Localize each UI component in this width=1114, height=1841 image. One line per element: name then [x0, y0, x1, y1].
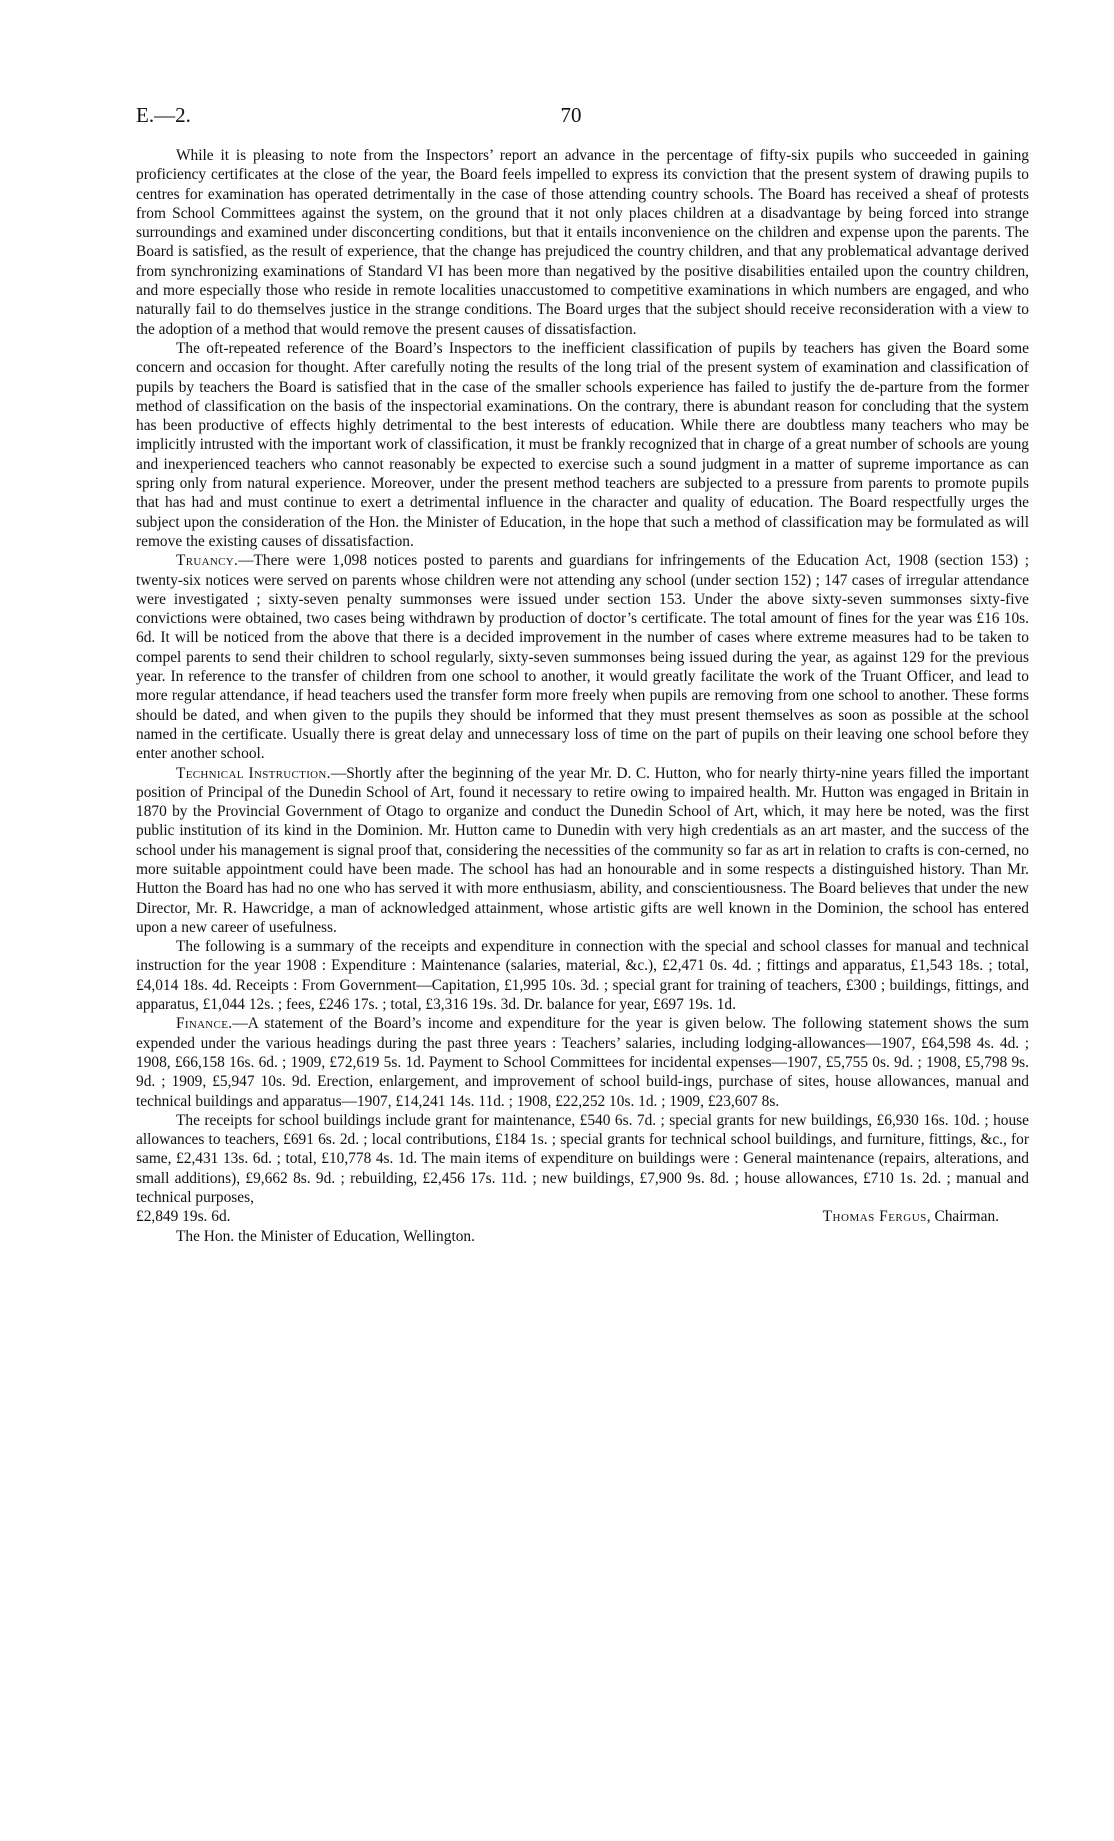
body-text [136, 146, 1029, 1246]
page-header [136, 103, 1006, 133]
paragraph-classification [136, 339, 1029, 551]
final-amount: £2,849 19s. 6d. [136, 1208, 231, 1226]
paragraph-text: The oft-repeated reference of the Board’s Inspectors to the inefficient classification of pupils by teachers has given the Board some concern and occasion for thought. After carefully noting the results of the long trial of the present system of examination and classification of pupils by teachers the Board is satisfied that in the case of the smaller schools experience has failed to justify the de-parture from the former method of classification on the basis of the inspectorial examinations. On the contrary, there is abundant reason for concluding that the system has been productive of effects highly detrimental to the best interests of education. While there are doubtless many teachers who may be implicitly intrusted with the important work of classification, it must be frankly recognized that in charge of a great number of schools are young and inexperienced teachers who cannot reasonably be expected to exercise such a sound judgment in a matter of supreme importance as can spring only from natural experience. Moreover, under the present method teachers are subjected to a pressure from parents to promote pupils that has had and must continue to exert a detrimental influence in the character and quality of education. The Board respectfully urges the subject upon the consideration of the Hon. the Minister of Education, in the hope that such a method of classification may be formulated as will remove the existing causes of dissatisfaction. [136, 339, 1029, 550]
signature [823, 1207, 999, 1226]
paragraph-technical-instruction [136, 764, 1029, 938]
paragraph-building-receipts [136, 1111, 1029, 1207]
paragraph-text: The receipts for school buildings include grant for maintenance, £540 6s. 7d. ; special grants for new buildings, £6,930 16s. 10d. ; house allowances to teachers, £691 6s. 2d. ; local contributions, £184 1s. ; special grants for technical school buildings, and furniture, fittings, &c., for same, £2,431 13s. 6d. ; total, £10,778 4s. 1d. The main items of expenditure on buildings were : General maintenance (repairs, alterations, and small additions), £9,662 8s. 9d. ; rebuilding, £2,456 17s. 11d. ; new buildings, £7,900 9s. 8d. ; house allowances, £710 1s. 2d. ; manual and technical purposes, [136, 1111, 1029, 1207]
paragraph-text: —A statement of the Board’s income and expenditure for the year is given below. The following statement shows the sum expended under the various headings during the past three years : Teachers’ salaries, including lodging-allowances—1907, £64,598 4s. 4d. ; 1908, £66,158 16s. 6d. ; 1909, £72,619 5s. 1d. Payment to School Committees for incidental expenses—1907, £5,755 0s. 9d. ; 1908, £5,798 9s. 9d. ; 1909, £5,947 10s. 9d. Erection, enlargement, and improvement of school build-ings, purchase of sites, house allowances, manual and technical buildings and apparatus—1907, £14,241 14s. 11d. ; 1908, £22,252 10s. 1d. ; 1909, £23,607 8s. [136, 1015, 1029, 1110]
section-heading-technical-instruction: Technical Instruction. [176, 764, 331, 782]
paragraph-finance [136, 1014, 1029, 1110]
page-number: 70 [560, 103, 582, 127]
paragraph-truancy [136, 551, 1029, 763]
signatory-title: , Chairman. [926, 1208, 999, 1226]
paragraph-text: While it is pleasing to note from the Inspectors’ report an advance in the percentage of fifty-six pupils who succeeded in gaining proficiency certificates at the close of the year, the Board feels impelled to express its conviction that the present system of drawing pupils to centres for examination has operated detrimentally in the case of those attending country schools. The Board has received a sheaf of protests from School Committees against the system, on the ground that it not only places children at a disadvantage by being forced into strange surroundings and examined under disconcerting conditions, but that it entails inconvenience on the children and expense upon the parents. The Board is satisfied, as the result of experience, that the change has prejudiced the country children, and that any problematical advantage derived from synchronizing examinations of Standard VI has been more than negatived by the positive disabilities entailed upon the country children, and more especially those who reside in remote localities unaccustomed to competitive examinations in which numbers are engaged, and who naturally fail to do themselves justice in the strange conditions. The Board urges that the subject should receive reconsideration with a view to the adoption of a method that would remove the present causes of dissatisfaction. [136, 147, 1029, 338]
paragraph-technical-summary [136, 937, 1029, 1014]
signatory-name: Thomas Fergus [822, 1208, 927, 1226]
closing-address: The Hon. the Minister of Education, Wellington. [176, 1227, 475, 1245]
signature-line [136, 1207, 1029, 1226]
section-heading-truancy: Truancy. [176, 552, 239, 570]
section-heading-finance: Finance. [176, 1015, 233, 1033]
paragraph-text: —There were 1,098 notices posted to parents and guardians for infringements of the Education Act, 1908 (section 153) ; twenty-six notices were served on parents whose children were not attending any school (under section 152) ; 147 cases of irregular attendance were investigated ; sixty-seven penalty summonses were issued under section 153. Under the above sixty-seven summonses sixty-five convictions were obtained, two cases being withdrawn by production of doctor’s certificate. The total amount of fines for the year was £16 10s. 6d. It will be noticed from the above that there is a decided improvement in the number of cases where extreme measures had to be taken to compel parents to send their children to school regularly, sixty-seven summonses being issued during the year, as against 129 for the previous year. In reference to the transfer of children from one school to another, it would greatly facilitate the work of the Truant Officer, and lead to more regular attendance, if head teachers used the transfer form more freely when pupils are removing from one school to another. These forms should be dated, and when given to the pupils they should be informed that they must present themselves as soon as possible at the school named in the certificate. Usually there is great delay and unnecessary loss of time on the part of pupils on their leaving one school before they enter another school. [136, 552, 1029, 763]
document-reference: E.—2. [136, 103, 191, 127]
paragraph-inspectors-report [136, 146, 1029, 339]
paragraph-text: The following is a summary of the receipts and expenditure in connection with the special and school classes for manual and technical instruction for the year 1908 : Expenditure : Maintenance (salaries, material, &c.), £2,471 0s. 4d. ; fittings and apparatus, £1,543 18s. ; total, £4,014 18s. 4d. Receipts : From Government—Capitation, £1,995 10s. 3d. ; special grant for training of teachers, £300 ; buildings, fittings, and apparatus, £1,044 12s. ; fees, £246 17s. ; total, £3,316 19s. 3d. Dr. balance for year, £697 19s. 1d. [136, 938, 1029, 1014]
paragraph-text: —Shortly after the beginning of the year Mr. D. C. Hutton, who for nearly thirty-nine years filled the important position of Principal of the Dunedin School of Art, found it necessary to retire owing to impaired health. Mr. Hutton was engaged in Britain in 1870 by the Provincial Government of Otago to organize and conduct the Dunedin School of Art, which, it may here be noted, was the first public institution of its kind in the Dominion. Mr. Hutton came to Dunedin with very high credentials as an art master, and the success of the school under his management is signal proof that, considering the necessities of the community so far as art in relation to crafts is con-cerned, no more suitable appointment could have been made. The school has had an honourable and in some respects a distinguished history. Than Mr. Hutton the Board has had no one who has served it with more enthusiasm, ability, and conscientiousness. The Board believes that under the new Director, Mr. R. Hawcridge, a man of acknowledged attainment, whose artistic gifts are well known in the Dominion, the school has entered upon a new career of usefulness. [136, 764, 1029, 936]
